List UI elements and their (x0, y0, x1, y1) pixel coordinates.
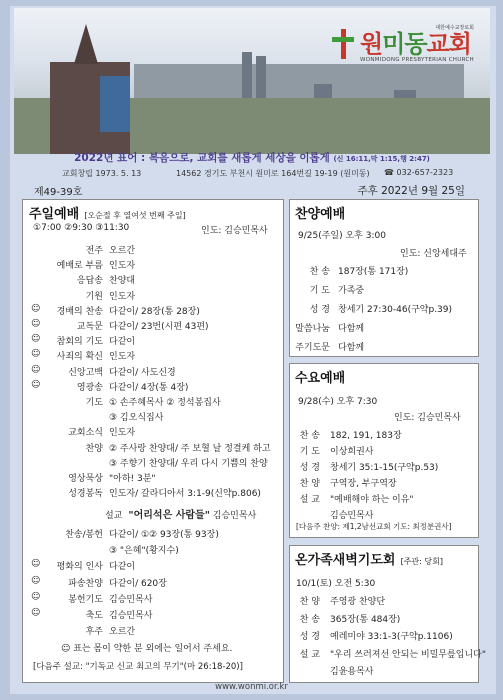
sermon-line: 설교 "어리석은 사람들" 김승민목사 (105, 510, 257, 521)
row-value: 김승민목사 (330, 511, 374, 521)
row-label: 찬양 (85, 443, 103, 454)
standing-mark: ☺ (31, 559, 41, 570)
row-value: 예레미야 33:1-3(구약p.1106) (330, 632, 453, 642)
row-value: 창세기 35:1-15(구약p.53) (330, 463, 439, 473)
row-label: 주기도문 (295, 343, 330, 353)
standing-mark: ☺ (31, 364, 41, 375)
row-label: 기 도 (309, 286, 330, 296)
bulletin-date: 주후 2022년 9월 25일 (357, 185, 465, 197)
row-value: 187장(통 171장) (338, 267, 409, 277)
row-value: 오르간 (109, 627, 136, 638)
row-label: 영광송 (76, 382, 103, 393)
row-value: 김승민목사 (109, 611, 153, 621)
row-label: 기도 (85, 398, 103, 408)
row-value: 오르간 (109, 246, 136, 256)
next-week-sermon: [다음주 설교: "기독교 신교 최고의 무기"(마 26:18-20)] (33, 662, 243, 672)
year-motto: 2022년 표어 : 복음으로, 교회를 새롭게 세상을 이롭게 (신 16:11,막 1:15,행 2:47) (74, 152, 430, 164)
standing-mark: ☺ (31, 575, 41, 586)
church-logo (330, 24, 474, 63)
row-value: ③ 주향기 찬양대/ 우리 다시 기쁨의 찬양 (109, 458, 268, 469)
row-value: 다함께 (338, 343, 365, 353)
wednesday-next-week: [다음주 찬양: 제1,2남선교회 기도: 최정분권사] (296, 522, 452, 531)
row-value: ③ "은혜"(황지수) (109, 546, 179, 557)
row-value: 찬양대 (109, 276, 136, 287)
church-name: 원미동교회 (359, 30, 471, 58)
row-value: 인도자/ 갈라디아서 3:1-9(신약p.806) (109, 489, 261, 500)
row-value: "예배해야 하는 이유" (330, 495, 414, 505)
issue-number: 제49-39호 (34, 187, 83, 198)
row-label: 찬 양 (299, 597, 320, 607)
row-label: 응답송 (76, 276, 103, 287)
row-value: 365장(통 484장) (330, 614, 401, 625)
row-value: 다같이/ 23번(시편 43편) (109, 322, 209, 332)
row-value: 구역장, 부구역장 (330, 479, 397, 489)
sunday-leader: 인도: 김승민목사 (201, 226, 268, 236)
denomination: 대한예수교장로회 (435, 25, 474, 31)
service-times: ①7:00 ②9:30 ③11:30 (33, 223, 130, 233)
standing-mark: ☺ (31, 303, 41, 314)
row-label: 성경봉독 (68, 489, 103, 500)
row-value: ① 손주혜목사 ② 정석봉집사 (109, 398, 221, 408)
standing-mark: ☺ (31, 319, 41, 329)
row-value: "아하! 3분" (109, 474, 156, 484)
header-photo (14, 8, 490, 154)
row-label: 성 경 (299, 463, 320, 473)
row-label: 찬 송 (309, 267, 330, 277)
praise-leader: 인도: 신앙세대주 (400, 249, 467, 259)
wednesday-service-box (289, 363, 479, 538)
row-label: 성 경 (309, 305, 330, 315)
row-label: 기원 (85, 291, 103, 302)
row-label: 봉헌기도 (68, 594, 103, 605)
row-value: 다같이 (109, 337, 136, 348)
row-label: 말씀나눔 (295, 324, 330, 334)
church-info (14, 168, 490, 181)
row-value: 이상희권사 (330, 447, 374, 457)
row-label: 신앙고백 (68, 367, 103, 378)
praise-datetime: 9/25(주일) 오후 3:00 (298, 231, 386, 241)
founded-date: 교회창립 1973. 5. 13 (62, 169, 142, 178)
row-value: 다함께 (338, 324, 365, 334)
standing-note: ☺ 표는 몸이 약한 분 외에는 일어서 주세요. (61, 644, 233, 654)
row-label: 경배의 찬송 (56, 306, 103, 317)
row-label: 설 교 (299, 495, 320, 505)
row-label: 찬 송 (299, 614, 320, 625)
row-value: 다같이/ 4장(통 4장) (109, 382, 189, 393)
row-value: 다같이/ 28장(통 28장) (109, 306, 200, 317)
row-value: 인도자 (109, 352, 136, 363)
row-value: ③ 김오식집사 (109, 413, 164, 424)
row-label: 예배로 부름 (56, 261, 103, 272)
row-value: 창세기 27:30-46(구약p.39) (338, 305, 453, 315)
row-label: 찬 양 (299, 479, 320, 489)
phone: ☎ 032-657-2323 (384, 168, 454, 177)
row-label: 설 교 (299, 649, 320, 660)
dawn-prayer-box (289, 545, 486, 683)
wednesday-service-title: 수요예배 (295, 371, 346, 386)
wednesday-datetime: 9/28(수) 오후 7:30 (298, 397, 378, 407)
row-value: 주영광 찬양단 (330, 597, 386, 607)
dawn-prayer-title: 온가족새벽기도회 [주관: 당회] (295, 553, 443, 568)
row-label: 전주 (85, 246, 103, 256)
dawn-datetime: 10/1(토) 오전 5:30 (296, 579, 376, 589)
standing-mark: ☺ (31, 379, 41, 390)
row-label: 평화의 인사 (56, 562, 103, 573)
row-value: 인도자 (109, 428, 136, 439)
sunday-service-title: 주일예배 [오순절 후 열여섯 번째 주일] (29, 207, 186, 222)
row-label: 후주 (85, 627, 103, 638)
church-name-english: WONMIDONG PRESBYTERIAN CHURCH (359, 57, 474, 63)
row-value: 다같이/ ①② 93장(통 93장) (109, 530, 219, 540)
cross-icon (330, 29, 356, 59)
standing-mark: ☺ (31, 591, 41, 602)
praise-service-title: 찬양예배 (295, 207, 346, 222)
row-label: 파송찬양 (68, 578, 103, 589)
row-label: 축도 (85, 611, 103, 621)
row-value: "우리 쓰러져선 안되는 비밀무릎입니다" (330, 649, 486, 660)
row-value: 182, 191, 183장 (330, 431, 402, 441)
wednesday-leader: 인도: 김승민목사 (394, 413, 461, 423)
row-value: 다같이/ 620장 (109, 578, 167, 589)
row-label: 찬송/봉헌 (65, 530, 103, 540)
row-label: 교회소식 (68, 428, 103, 439)
praise-service-box (289, 199, 479, 357)
row-value: 가족중 (338, 286, 365, 296)
row-label: 성 경 (299, 632, 320, 642)
sunday-service-box (22, 199, 284, 683)
standing-mark: ☺ (31, 334, 41, 345)
standing-mark: ☺ (31, 349, 41, 360)
row-value: 김윤용목사 (330, 667, 374, 677)
row-label: 영상묵상 (68, 474, 103, 484)
row-label: 교독문 (76, 322, 103, 332)
row-value: 김승민목사 (109, 594, 153, 605)
row-value: 다같이 (109, 562, 136, 573)
row-label: 참회의 기도 (56, 337, 103, 348)
row-label: 사죄의 확신 (56, 352, 103, 363)
row-value: 인도자 (109, 261, 136, 272)
row-label: 찬 송 (299, 431, 320, 441)
address: 14562 경기도 부천시 원미로 164번길 19-19 (원미동) (176, 169, 370, 178)
row-label: 기 도 (299, 447, 320, 457)
row-value: 다같이/ 사도신경 (109, 367, 176, 378)
row-value: 인도자 (109, 291, 136, 302)
website-footer: www.wonmi.or.kr (215, 682, 288, 692)
row-value: ② 주사랑 찬양대/ 주 보혈 날 정결케 하고 (109, 443, 271, 454)
standing-mark: ☺ (31, 608, 41, 618)
